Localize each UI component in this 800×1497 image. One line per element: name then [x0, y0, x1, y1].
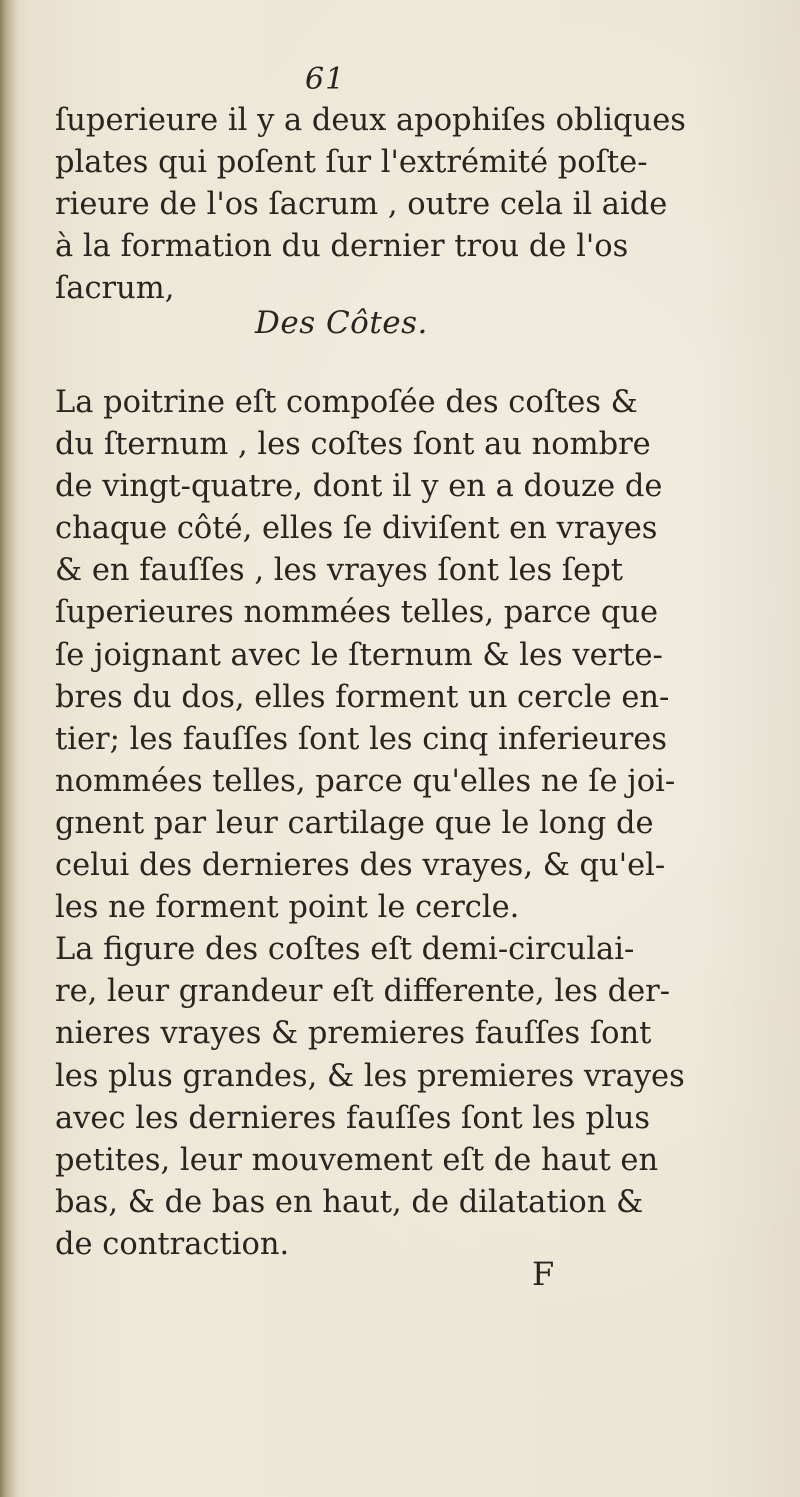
- text-line: rieure de l'os ſacrum , outre cela il aide: [55, 187, 668, 222]
- text-line: ſuperieures nommées telles, parce que: [55, 595, 659, 631]
- text-line: La figure des coſtes eſt demi-circulai-: [55, 932, 635, 968]
- text-line: nieres vrayes & premieres fauſſes ſont: [55, 1016, 652, 1052]
- text-line: à la formation du dernier trou de l'os: [55, 229, 629, 264]
- text-line: re, leur grandeur eſt differente, les der-: [55, 974, 671, 1010]
- signature-mark: F: [532, 1255, 555, 1293]
- text-line: tier; les fauſſes ſont les cinq inferieures: [55, 721, 667, 757]
- text-line: les plus grandes, & les premieres vrayes: [55, 1058, 685, 1094]
- section-heading: Des Côtes.: [255, 305, 428, 341]
- text-line: du ſternum , les coſtes ſont au nombre: [55, 427, 651, 463]
- text-line: bres du dos, elles forment un cercle en-: [55, 679, 670, 715]
- text-line: plates qui poſent ſur l'extrémité poſte-: [55, 145, 648, 180]
- text-line: de contraction.: [55, 1226, 290, 1262]
- text-line: avec les dernieres fauſſes ſont les plus: [55, 1100, 651, 1136]
- text-line: & en fauſſes , les vrayes ſont les ſept: [55, 553, 624, 589]
- text-line: ſacrum,: [55, 271, 175, 306]
- body-paragraphs: [55, 382, 685, 1266]
- text-line: les ne forment point le cercle.: [55, 890, 520, 926]
- text-line: nommées telles, parce qu'elles ne ſe joi-: [55, 763, 676, 799]
- text-line: La poitrine eſt compoſée des coſtes &: [55, 385, 638, 420]
- text-line: ſe joignant avec le ſternum & les verte-: [55, 637, 663, 673]
- text-line: petites, leur mouvement eſt de haut en: [55, 1142, 659, 1178]
- opening-paragraph: [55, 100, 685, 310]
- text-line: gnent par leur cartilage que le long de: [55, 805, 654, 841]
- text-line: bas, & de bas en haut, de dilatation &: [55, 1184, 644, 1220]
- text-line: celui des dernieres des vrayes, & qu'el-: [55, 848, 666, 884]
- page-number: 61: [305, 62, 346, 97]
- text-line: chaque côté, elles ſe diviſent en vrayes: [55, 511, 658, 547]
- text-line: ſuperieure il y a deux apophiſes obliques: [55, 103, 686, 138]
- text-line: de vingt-quatre, dont il y en a douze de: [55, 469, 663, 505]
- page-binding-edge: [0, 0, 18, 1497]
